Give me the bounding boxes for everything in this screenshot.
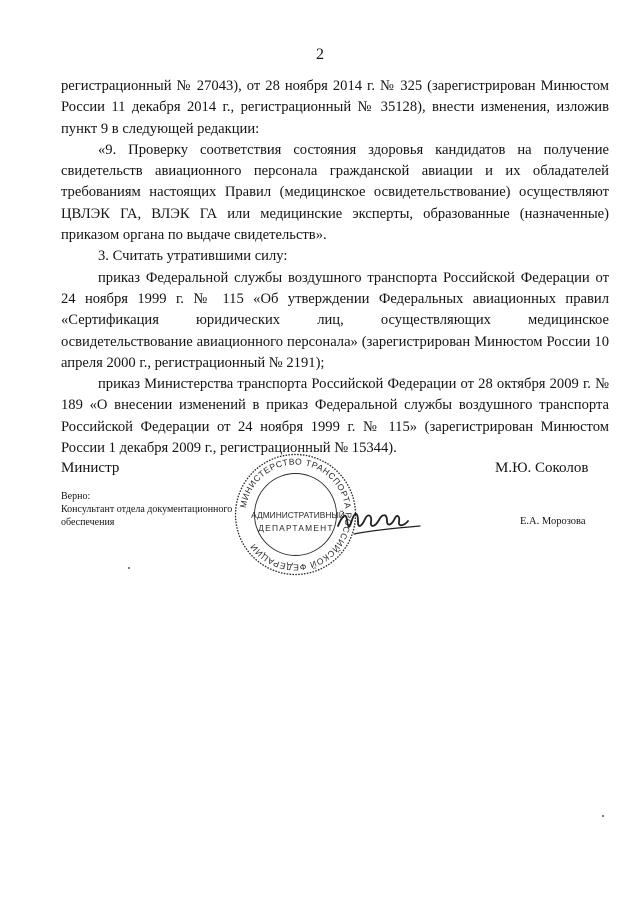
paragraph-order-1999: приказ Федеральной службы воздушного транспорта Российской Федерации от 24 ноября 1999 г. № 115 «Об утверждении Федеральных авиационных правил «Сертификация юридических лиц, осуществляющих медицинское освидетельствование авиационного персонала» (зарегистрирован Минюстом России 10 апреля 2000 г., регистрационный № 2191);	[61, 269, 609, 371]
stamp-center-line2: ДЕПАРТАМЕНТ	[258, 523, 334, 533]
certifier-name: Е.А. Морозова	[520, 516, 586, 527]
handwritten-signature	[334, 500, 424, 540]
page-number: 2	[316, 46, 324, 63]
paragraph-section-3: 3. Считать утратившими силу:	[98, 248, 288, 265]
paragraph-item-9: «9. Проверку соответствия состояния здоровья кандидатов на получение свидетельств авиационного персонала гражданской авиации и их обладателей требованиям настоящих Правил (медицинское освидетельствование) осуществляют ЦВЛЭК ГА, ВЛЭК ГА или медицинские эксперты, образованные (назначенные) приказом органа по выдаче свидетельств».	[61, 141, 609, 244]
certification-block	[61, 490, 232, 529]
stamp-center-line1: АДМИНИСТРАТИВНЫЙ	[251, 510, 345, 520]
certification-position-line1: Консультант отдела документационного	[61, 504, 233, 515]
stamp-outer-text: МИНИСТЕРСТВО ТРАНСПОРТА РОССИЙСКОЙ ФЕДЕРАЦИИ	[237, 456, 354, 573]
certification-position-line2: обеспечения	[61, 517, 115, 528]
signatory-name: М.Ю. Соколов	[495, 460, 589, 476]
signatory-position: Министр	[61, 460, 120, 476]
scan-speck	[602, 815, 604, 817]
paragraph-continuation: регистрационный № 27043), от 28 ноября 2014 г. № 325 (зарегистрирован Минюстом России 11 декабря 2014 г., регистрационный № 35128), внести изменения, изложив пункт 9 в следующей редакции:	[61, 78, 609, 137]
scan-speck	[128, 567, 130, 569]
document-body	[61, 76, 609, 459]
certification-verno: Верно:	[61, 491, 91, 502]
paragraph-order-2009: приказ Министерства транспорта Российской Федерации от 28 октября 2009 г. № 189 «О внесении изменений в приказ Федеральной службы воздушного транспорта Российской Федерации от 24 ноября 1999 г. № 115» (зарегистрирован Минюстом России 1 декабря 2009 г., регистрационный № 15344).	[61, 376, 609, 457]
